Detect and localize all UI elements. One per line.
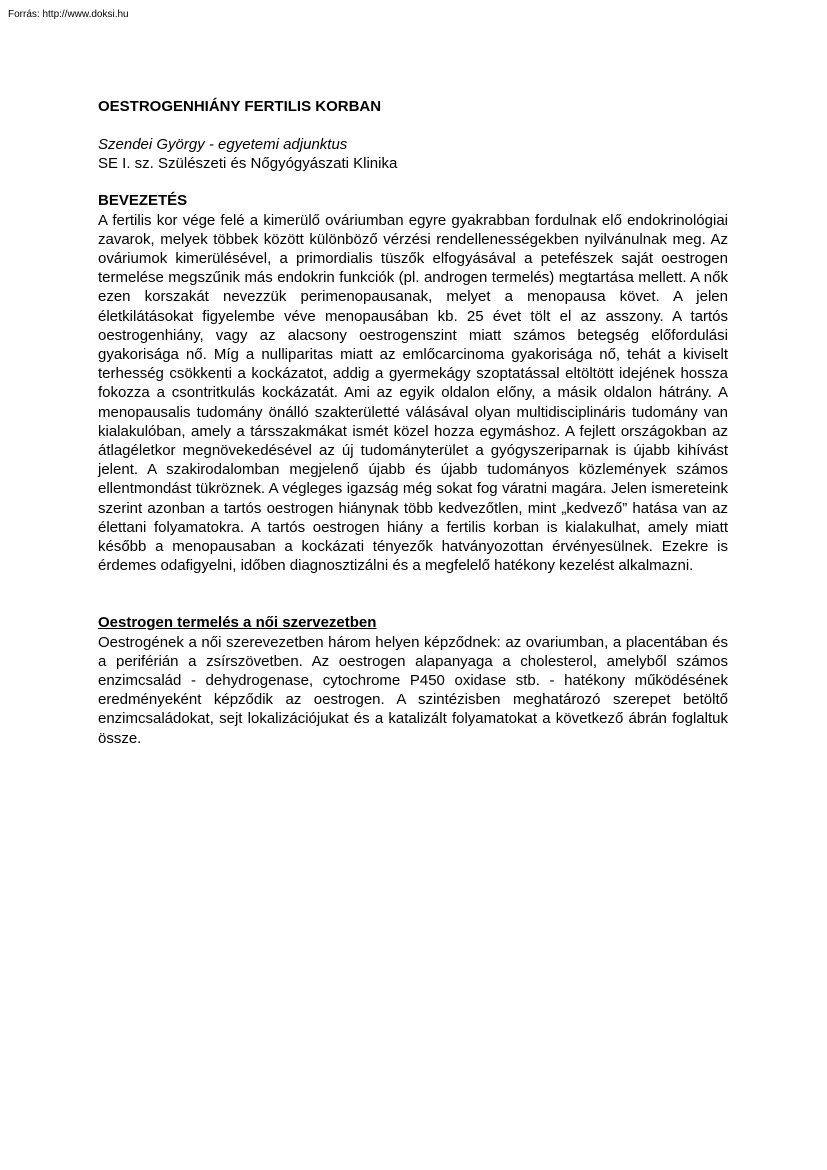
production-paragraph: Oestrogének a női szerevezetben három helyen képződnek: az ovariumban, a placentában és a periférián a zsírszövetben. Az oestrogen alapanyaga a cholesterol, amelyből számos enzimcsalád - dehydrogenase, cytochrome P450 oxidase stb. - hatékony működésének eredményeként képződik az oestrogen. A szintézisben meghatározó szerepet betöltő enzimcsaládokat, sejt lokalizációjukat és a katalizált folyamatokat a következő ábrán foglaltuk össze. xyxy=(98,633,728,747)
document-title: OESTROGENHIÁNY FERTILIS KORBAN xyxy=(98,98,382,115)
section-heading-production: Oestrogen termelés a női szervezetben xyxy=(98,614,377,632)
source-watermark: Forrás: http://www.doksi.hu xyxy=(8,9,129,20)
intro-paragraph: A fertilis kor vége felé a kimerülő ováriumban egyre gyakrabban fordulnak elő endokrinológiai zavarok, melyek többek között különböző vérzési rendellenességekben nyilvánulnak meg. Az ováriumok kimerülésével, a primordialis tüszők elfogyásával a petefészek saját oestrogen termelése megszűnik más endokrin funkciók (pl. androgen termelés) megtartása mellett. A nők ezen korszakát nevezzük perimenopausanak, melyet a menopausa követ. A jelen életkilátásokat figyelembe véve menopausában kb. 25 évet tölt el az asszony. A tartós oestrogenhiány, vagy az alacsony oestrogenszint miatt számos betegség előfordulási gyakorisága nő. Míg a nulliparitas miatt az emlőcarcinoma gyakorisága nő, tehát a kiviselt terhesség csökkenti a kockázatot, addig a gyermekágy szoptatással eltöltött idejének hossza fokozza a csontritkulás kockázatát. Ami az egyik oldalon előny, a másik oldalon hátrány. A menopausalis tudomány önálló szakterületté válásával olyan multidisciplináris tudomány van kialakulóban, amely a társszakmákat ismét közel hozza egymáshoz. A fejlett országokban az átlagéletkor megnövekedésével az új tudományterület a gyógyszeriparnak is újabb kihívást jelent. A szakirodalomban megjelenő újabb és újabb tudományos közlemények számos ellentmondást tükröznek. A végleges igazság még sokat fog váratni magára. Jelen ismereteink szerint azonban a tartós oestrogen hiánynak több kedvezőtlen, mint „kedvező” hatása van az élettani folyamatokra. A tartós oestrogen hiány a fertilis korban is kialakulhat, amely miatt később a menopausaban a kockázati tényezők hatványozottan érvényesülnek. Ezekre is érdemes odafigyelni, időben diagnosztizálni és a megfelelő hatékony kezelést alkalmazni. xyxy=(98,211,728,575)
author-line: Szendei György - egyetemi adjunktus xyxy=(98,136,348,153)
document-body xyxy=(98,97,728,748)
section-heading-intro: BEVEZETÉS xyxy=(98,192,188,210)
affiliation-line: SE I. sz. Szülészeti és Nőgyógyászati Klinika xyxy=(98,155,398,173)
